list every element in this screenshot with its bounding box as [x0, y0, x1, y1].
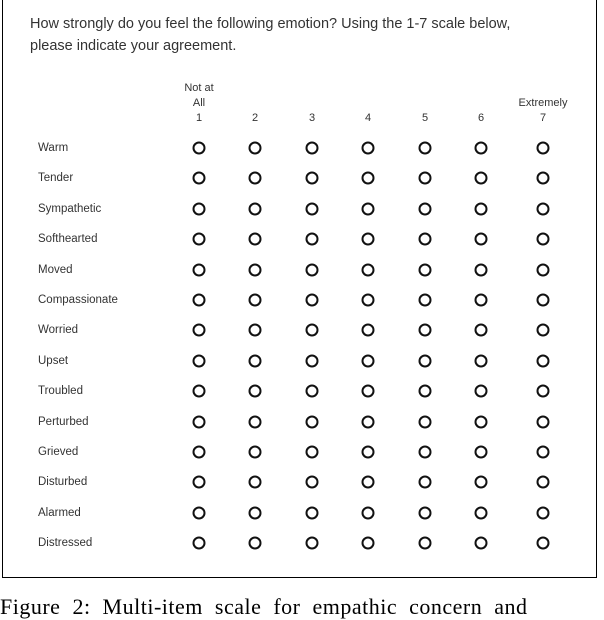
- scale-point-5: 5: [421, 112, 429, 124]
- radio-worried-3[interactable]: [306, 324, 319, 337]
- radio-distressed-2[interactable]: [249, 537, 262, 550]
- radio-troubled-3[interactable]: [306, 385, 319, 398]
- radio-grieved-3[interactable]: [306, 446, 319, 459]
- scale-point-6: 6: [477, 112, 485, 124]
- radio-sympathetic-7[interactable]: [537, 202, 550, 215]
- radio-upset-2[interactable]: [249, 354, 262, 367]
- radio-disturbed-2[interactable]: [249, 476, 262, 489]
- radio-tender-1[interactable]: [193, 172, 206, 185]
- item-label: Alarmed: [38, 506, 81, 519]
- radio-sympathetic-4[interactable]: [362, 202, 375, 215]
- radio-worried-2[interactable]: [249, 324, 262, 337]
- radio-moved-3[interactable]: [306, 263, 319, 276]
- radio-distressed-1[interactable]: [193, 537, 206, 550]
- radio-alarmed-7[interactable]: [537, 506, 550, 519]
- radio-troubled-6[interactable]: [475, 385, 488, 398]
- radio-distressed-4[interactable]: [362, 537, 375, 550]
- anchor-high: Extremely: [518, 97, 568, 109]
- radio-tender-2[interactable]: [249, 172, 262, 185]
- radio-moved-2[interactable]: [249, 263, 262, 276]
- survey-panel: [2, 0, 597, 578]
- radio-compassionate-2[interactable]: [249, 294, 262, 307]
- radio-distressed-3[interactable]: [306, 537, 319, 550]
- radio-perturbed-1[interactable]: [193, 415, 206, 428]
- radio-worried-5[interactable]: [419, 324, 432, 337]
- radio-upset-5[interactable]: [419, 354, 432, 367]
- radio-troubled-7[interactable]: [537, 385, 550, 398]
- radio-moved-1[interactable]: [193, 263, 206, 276]
- item-label: Sympathetic: [38, 202, 102, 215]
- radio-grieved-6[interactable]: [475, 446, 488, 459]
- radio-compassionate-5[interactable]: [419, 294, 432, 307]
- radio-alarmed-6[interactable]: [475, 506, 488, 519]
- item-label: Upset: [38, 354, 69, 367]
- radio-upset-7[interactable]: [537, 354, 550, 367]
- radio-alarmed-2[interactable]: [249, 506, 262, 519]
- radio-tender-4[interactable]: [362, 172, 375, 185]
- anchor-low-line1: Not at: [184, 82, 214, 94]
- radio-disturbed-5[interactable]: [419, 476, 432, 489]
- radio-sympathetic-5[interactable]: [419, 202, 432, 215]
- radio-worried-1[interactable]: [193, 324, 206, 337]
- item-label: Distressed: [38, 537, 93, 550]
- radio-disturbed-6[interactable]: [475, 476, 488, 489]
- radio-moved-7[interactable]: [537, 263, 550, 276]
- radio-disturbed-3[interactable]: [306, 476, 319, 489]
- scale-point-1: 1: [195, 112, 203, 124]
- radio-softhearted-2[interactable]: [249, 233, 262, 246]
- radio-perturbed-4[interactable]: [362, 415, 375, 428]
- radio-warm-6[interactable]: [475, 142, 488, 155]
- scale-point-2: 2: [251, 112, 259, 124]
- radio-softhearted-7[interactable]: [537, 233, 550, 246]
- radio-softhearted-6[interactable]: [475, 233, 488, 246]
- radio-upset-6[interactable]: [475, 354, 488, 367]
- radio-grieved-5[interactable]: [419, 446, 432, 459]
- radio-compassionate-4[interactable]: [362, 294, 375, 307]
- scale-point-7: 7: [539, 112, 547, 124]
- radio-warm-5[interactable]: [419, 142, 432, 155]
- radio-disturbed-1[interactable]: [193, 476, 206, 489]
- question-text-line2: please indicate your agreement.: [30, 38, 237, 54]
- radio-troubled-4[interactable]: [362, 385, 375, 398]
- radio-sympathetic-2[interactable]: [249, 202, 262, 215]
- radio-compassionate-6[interactable]: [475, 294, 488, 307]
- radio-perturbed-3[interactable]: [306, 415, 319, 428]
- radio-sympathetic-3[interactable]: [306, 202, 319, 215]
- radio-perturbed-5[interactable]: [419, 415, 432, 428]
- radio-alarmed-5[interactable]: [419, 506, 432, 519]
- radio-disturbed-7[interactable]: [537, 476, 550, 489]
- radio-perturbed-2[interactable]: [249, 415, 262, 428]
- scale-point-4: 4: [364, 112, 372, 124]
- item-label: Tender: [38, 172, 74, 185]
- radio-grieved-4[interactable]: [362, 446, 375, 459]
- radio-warm-3[interactable]: [306, 142, 319, 155]
- item-label: Troubled: [38, 385, 83, 398]
- radio-troubled-2[interactable]: [249, 385, 262, 398]
- radio-disturbed-4[interactable]: [362, 476, 375, 489]
- radio-sympathetic-1[interactable]: [193, 202, 206, 215]
- item-label: Disturbed: [38, 476, 88, 489]
- item-label: Compassionate: [38, 294, 118, 306]
- radio-troubled-5[interactable]: [419, 385, 432, 398]
- figure-caption: Figure 2: Multi-item scale for empathic concern and: [0, 594, 528, 619]
- item-label: Moved: [38, 263, 73, 276]
- radio-warm-4[interactable]: [362, 142, 375, 155]
- radio-softhearted-1[interactable]: [193, 233, 206, 246]
- radio-distressed-7[interactable]: [537, 537, 550, 550]
- item-label: Perturbed: [38, 415, 89, 428]
- radio-distressed-5[interactable]: [419, 537, 432, 550]
- radio-softhearted-5[interactable]: [419, 233, 432, 246]
- item-label: Warm: [38, 142, 69, 154]
- radio-moved-6[interactable]: [475, 263, 488, 276]
- radio-softhearted-4[interactable]: [362, 233, 375, 246]
- radio-grieved-7[interactable]: [537, 446, 550, 459]
- radio-compassionate-7[interactable]: [537, 294, 550, 307]
- item-label: Softhearted: [38, 233, 98, 246]
- radio-moved-5[interactable]: [419, 263, 432, 276]
- radio-tender-6[interactable]: [475, 172, 488, 185]
- radio-tender-7[interactable]: [537, 172, 550, 185]
- radio-upset-1[interactable]: [193, 354, 206, 367]
- scale-point-3: 3: [308, 112, 316, 124]
- question-text-line1: How strongly do you feel the following emotion? Using the 1-7 scale below,: [30, 16, 511, 32]
- radio-worried-4[interactable]: [362, 324, 375, 337]
- radio-warm-1[interactable]: [193, 142, 206, 155]
- radio-softhearted-3[interactable]: [306, 233, 319, 246]
- radio-compassionate-3[interactable]: [306, 294, 319, 307]
- radio-warm-7[interactable]: [537, 142, 550, 155]
- radio-distressed-6[interactable]: [475, 537, 488, 550]
- radio-worried-6[interactable]: [475, 324, 488, 337]
- radio-tender-5[interactable]: [419, 172, 432, 185]
- radio-alarmed-3[interactable]: [306, 506, 319, 519]
- item-label: Grieved: [38, 446, 79, 458]
- radio-alarmed-1[interactable]: [193, 506, 206, 519]
- radio-perturbed-6[interactable]: [475, 415, 488, 428]
- radio-upset-3[interactable]: [306, 354, 319, 367]
- radio-moved-4[interactable]: [362, 263, 375, 276]
- item-label: Worried: [38, 324, 79, 337]
- radio-perturbed-7[interactable]: [537, 415, 550, 428]
- radio-grieved-1[interactable]: [193, 446, 206, 459]
- radio-tender-3[interactable]: [306, 172, 319, 185]
- radio-warm-2[interactable]: [249, 142, 262, 155]
- radio-troubled-1[interactable]: [193, 385, 206, 398]
- radio-compassionate-1[interactable]: [193, 294, 206, 307]
- radio-upset-4[interactable]: [362, 354, 375, 367]
- radio-sympathetic-6[interactable]: [475, 202, 488, 215]
- radio-grieved-2[interactable]: [249, 446, 262, 459]
- radio-alarmed-4[interactable]: [362, 506, 375, 519]
- anchor-low-line2: All: [192, 97, 206, 109]
- radio-worried-7[interactable]: [537, 324, 550, 337]
